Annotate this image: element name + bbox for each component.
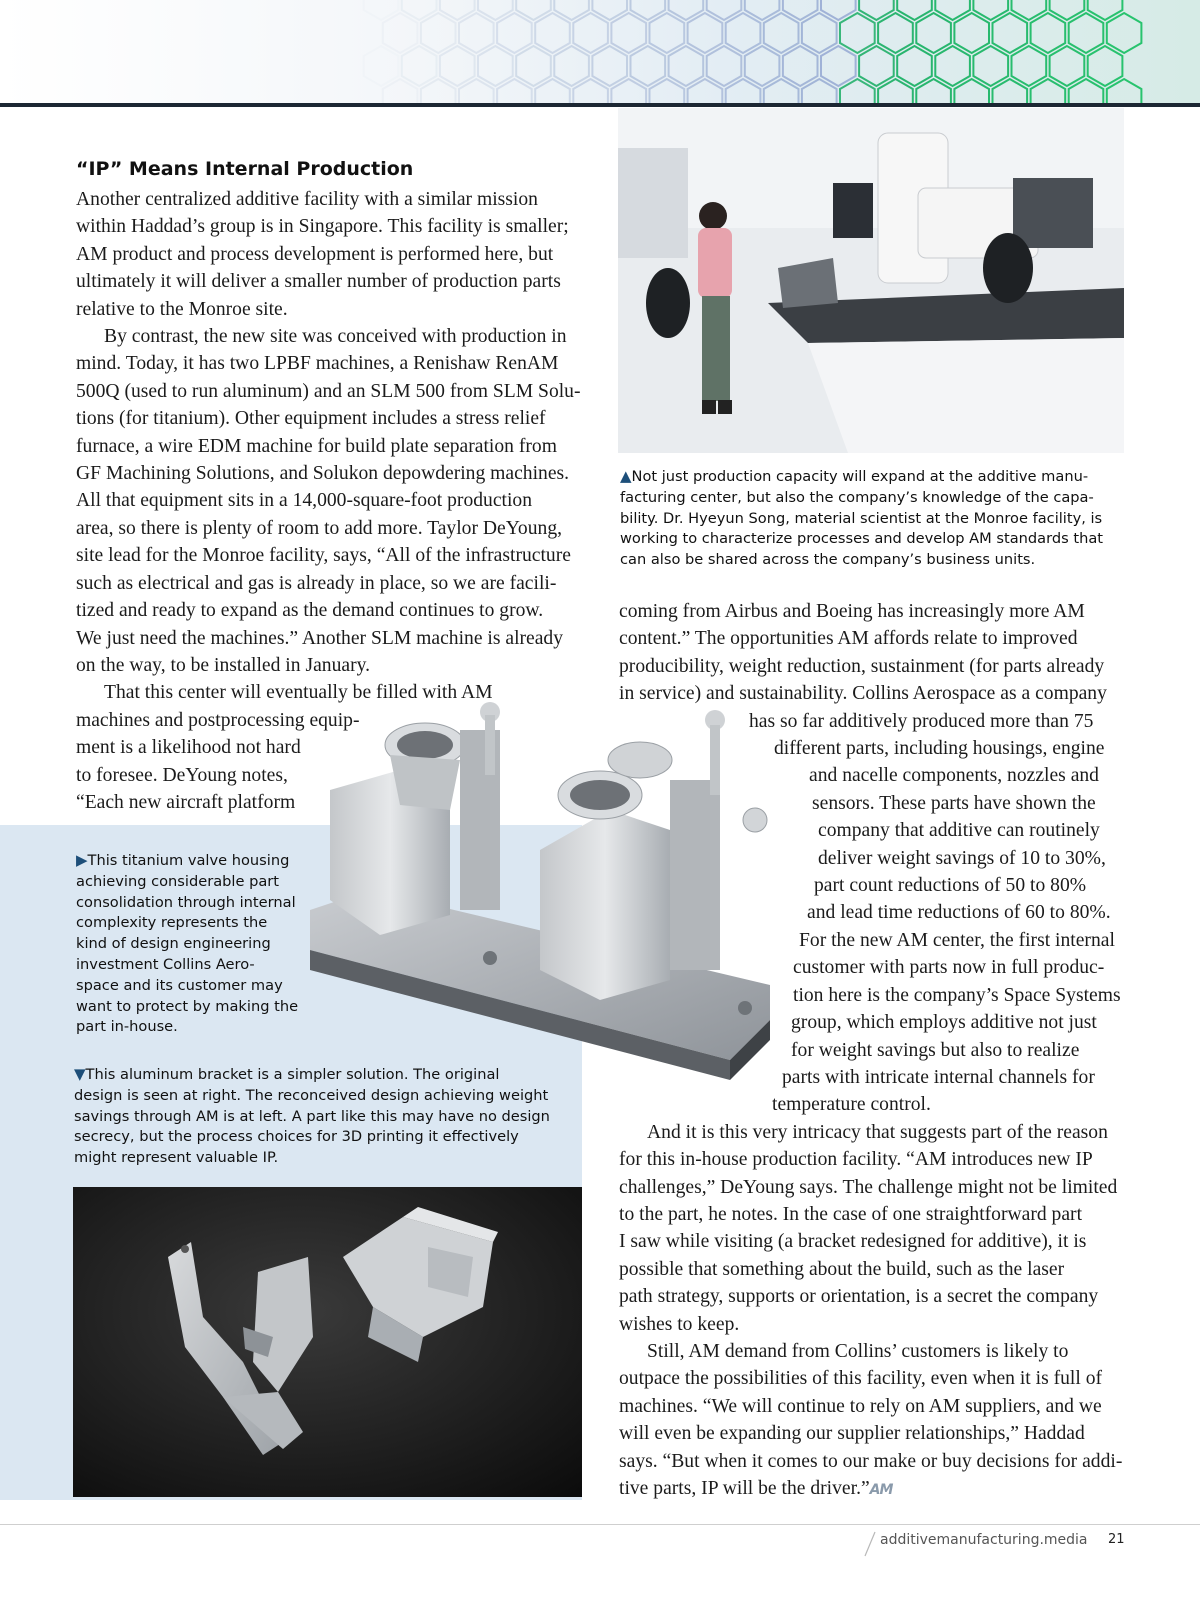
caption-line: working to characterize processes and develop AM standards that <box>620 530 1103 548</box>
text-line: That this center will eventually be filled with AM <box>104 682 493 704</box>
text-line: Still, AM demand from Collins’ customers is likely to <box>647 1340 1069 1362</box>
footer-url[interactable]: additivemanufacturing.media <box>880 1532 1088 1548</box>
left-para-2 <box>76 323 596 679</box>
hexagon-shape <box>1107 13 1142 53</box>
hexagon-shape <box>993 13 1028 53</box>
text-line: tion here is the company’s Space Systems <box>793 984 1121 1006</box>
hexagon-shape <box>478 46 513 86</box>
hexagon-shape <box>916 13 951 53</box>
left-para-1 <box>76 186 596 323</box>
text-line: site lead for the Monroe facility, says, “All of the infrastructure <box>76 545 571 567</box>
text-line: By contrast, the new site was conceived with production in <box>104 326 567 348</box>
hexagon-shape <box>821 46 856 86</box>
hexagon-shape <box>726 13 761 53</box>
text-line: GF Machining Solutions, and Solukon depowdering machines. <box>76 463 570 485</box>
caption-line: might represent valuable IP. <box>74 1149 279 1167</box>
caption-line: space and its customer may <box>76 976 283 994</box>
text-line: wishes to keep. <box>619 1313 740 1335</box>
text-line: temperature control. <box>772 1094 931 1116</box>
text-line: company that additive can routinely <box>818 820 1100 842</box>
hexagon-shape <box>459 13 494 53</box>
text-line: And it is this very intricacy that suggests part of the reason <box>647 1121 1108 1143</box>
caption-line: bility. Dr. Hyeyun Song, material scientist at the Monroe facility, is <box>620 509 1103 527</box>
hexagon-shape <box>440 46 475 86</box>
text-line: tized and ready to expand as the demand continues to grow. <box>76 600 544 622</box>
footer-rule <box>0 1524 1200 1525</box>
text-line: For the new AM center, the first internal <box>799 929 1115 951</box>
text-line: on the way, to be installed in January. <box>76 654 371 676</box>
hexagon-shape <box>878 13 913 53</box>
caption-line: secrecy, but the process choices for 3D printing it effectively <box>74 1128 519 1146</box>
text-line: producibility, weight reduction, sustainment (for parts already <box>619 655 1105 677</box>
text-line: possible that something about the build, such as the laser <box>619 1258 1065 1280</box>
text-line: group, which employs additive not just <box>791 1012 1097 1034</box>
hexagon-shape <box>897 46 932 86</box>
valve-housing-photo <box>310 700 788 1100</box>
text-line: in service) and sustainability. Collins Aerospace as a company <box>619 683 1107 705</box>
text-line: will even be expanding our supplier relationships,” Haddad <box>619 1423 1085 1445</box>
bracket-photo <box>73 1187 582 1497</box>
hexagon-shape <box>859 46 894 86</box>
text-line: All that equipment sits in a 14,000-square-foot production <box>76 490 533 512</box>
hexagon-shape <box>573 13 608 53</box>
hexagon-shape <box>650 13 685 53</box>
triangle-up-icon: ▲ <box>620 467 632 485</box>
text-line: to foresee. DeYoung notes, <box>76 764 288 786</box>
text-line: part count reductions of 50 to 80% <box>814 875 1087 897</box>
hexagon-shape <box>1088 46 1123 86</box>
caption-line: part in-house. <box>76 1018 178 1036</box>
hexagon-shape <box>631 46 666 86</box>
lab-caption <box>620 466 1120 571</box>
hexagon-shape <box>364 46 399 86</box>
hexagon-shape <box>802 13 837 53</box>
caption-line: savings through AM is at left. A part like this may have no design <box>74 1107 550 1125</box>
hexagon-shape <box>935 46 970 86</box>
hexagon-shape <box>554 46 589 86</box>
text-line: 500Q (used to run aluminum) and an SLM 500 from SLM Solu- <box>76 380 581 402</box>
valve-caption <box>76 850 316 1038</box>
hexagon-shape <box>783 46 818 86</box>
text-line: mind. Today, it has two LPBF machines, a Renishaw RenAM <box>76 353 559 375</box>
text-line: AM product and process development is performed here, but <box>76 243 554 265</box>
caption-line: This titanium valve housing <box>87 852 290 869</box>
caption-line: design is seen at right. The reconceived design achieving weight <box>74 1086 549 1104</box>
text-line: “Each new aircraft platform <box>76 791 296 813</box>
section-heading: “IP” Means Internal Production <box>76 158 414 180</box>
triangle-right-icon: ▶ <box>76 851 88 869</box>
hexagon-shape <box>707 46 742 86</box>
text-line: and nacelle components, nozzles and <box>809 765 1099 787</box>
text-line: customer with parts now in full produc- <box>793 957 1105 979</box>
text-line: coming from Airbus and Boeing has increasingly more AM <box>619 601 1085 622</box>
caption-line: facturing center, but also the company’s knowledge of the capa- <box>620 488 1094 506</box>
hexagon-shape <box>516 46 551 86</box>
caption-line: achieving considerable part <box>76 872 280 890</box>
text-line: content.” The opportunities AM affords relate to improved <box>619 628 1078 650</box>
caption-line: This aluminum bracket is a simpler solution. The original <box>85 1066 500 1083</box>
text-line: deliver weight savings of 10 to 30%, <box>818 847 1106 869</box>
hexagon-shape <box>592 46 627 86</box>
text-line: Another centralized additive facility with a similar mission <box>76 189 538 210</box>
am-end-logo: AM <box>869 1482 893 1498</box>
hexagon-pattern <box>0 0 1200 104</box>
hexagon-shape <box>497 13 532 53</box>
text-line: relative to the Monroe site. <box>76 298 288 320</box>
hexagon-shape <box>1012 46 1047 86</box>
hexagon-shape <box>1031 13 1066 53</box>
text-line: to the part, he notes. In the case of one straightforward part <box>619 1203 1083 1225</box>
text-line: machines and postprocessing equip- <box>76 709 360 731</box>
header-rule <box>0 103 1200 107</box>
text-line: has so far additively produced more than 75 <box>749 710 1094 732</box>
hexagon-shape <box>383 13 418 53</box>
text-line: tions (for titanium). Other equipment includes a stress relief <box>76 408 546 430</box>
hexagon-shape <box>973 46 1008 86</box>
hexagon-shape <box>669 46 704 86</box>
text-line: area, so there is plenty of room to add more. Taylor DeYoung, <box>76 517 563 539</box>
text-line: says. “But when it comes to our make or buy decisions for addi- <box>619 1450 1123 1472</box>
hexagon-shape <box>611 13 646 53</box>
text-line: outpace the possibilities of this facility, even when it is full of <box>619 1368 1103 1390</box>
text-line: challenges,” DeYoung says. The challenge might not be limited <box>619 1176 1118 1198</box>
text-line: within Haddad’s group is in Singapore. This facility is smaller; <box>76 216 569 238</box>
caption-line: investment Collins Aero- <box>76 955 255 973</box>
text-line: ment is a likelihood not hard <box>76 737 301 759</box>
hexagon-shape <box>402 46 437 86</box>
caption-line: can also be shared across the company’s business units. <box>620 551 1036 569</box>
hexagon-shape <box>840 13 875 53</box>
text-line: and lead time reductions of 60 to 80%. <box>807 902 1111 924</box>
hexagon-shape <box>345 13 380 53</box>
hexagon-shape <box>745 46 780 86</box>
text-line: different parts, including housings, engine <box>774 738 1105 760</box>
caption-line: kind of design engineering <box>76 935 271 953</box>
page-number: 21 <box>1108 1532 1125 1547</box>
hexagon-shape <box>421 13 456 53</box>
hexagon-shape <box>535 13 570 53</box>
hexagon-shape <box>954 13 989 53</box>
hexagon-shape <box>1050 46 1085 86</box>
footer-slash-icon <box>862 1530 876 1558</box>
text-line: furnace, a wire EDM machine for build plate separation from <box>76 435 557 457</box>
text-line: ultimately it will deliver a smaller number of production parts <box>76 271 561 293</box>
text-line: such as electrical and gas is already in place, so we are facili- <box>76 572 557 594</box>
text-line: for this in-house production facility. “AM introduces new IP <box>619 1149 1093 1171</box>
text-line: machines. “We will continue to rely on AM suppliers, and we <box>619 1395 1102 1417</box>
lab-photo <box>618 108 1124 453</box>
header-band <box>0 0 1200 104</box>
caption-line: consolidation through internal <box>76 893 296 911</box>
hexagon-shape <box>764 13 799 53</box>
hexagon-shape <box>688 13 723 53</box>
triangle-down-icon: ▼ <box>74 1065 86 1083</box>
text-line: We just need the machines.” Another SLM machine is already <box>76 627 564 649</box>
text-line: for weight savings but also to realize <box>791 1039 1080 1061</box>
text-line: path strategy, supports or orientation, is a secret the company <box>619 1286 1099 1308</box>
hexagon-shape <box>1069 13 1104 53</box>
text-line: tive parts, IP will be the driver.” <box>619 1478 870 1499</box>
text-line: sensors. These parts have shown the <box>812 792 1096 814</box>
text-line: parts with intricate internal channels for <box>782 1066 1095 1088</box>
caption-line: complexity represents the <box>76 914 268 932</box>
caption-line: want to protect by making the <box>76 997 299 1015</box>
caption-line: Not just production capacity will expand at the additive manu- <box>631 468 1089 485</box>
text-line: I saw while visiting (a bracket redesigned for additive), it is <box>619 1231 1087 1253</box>
